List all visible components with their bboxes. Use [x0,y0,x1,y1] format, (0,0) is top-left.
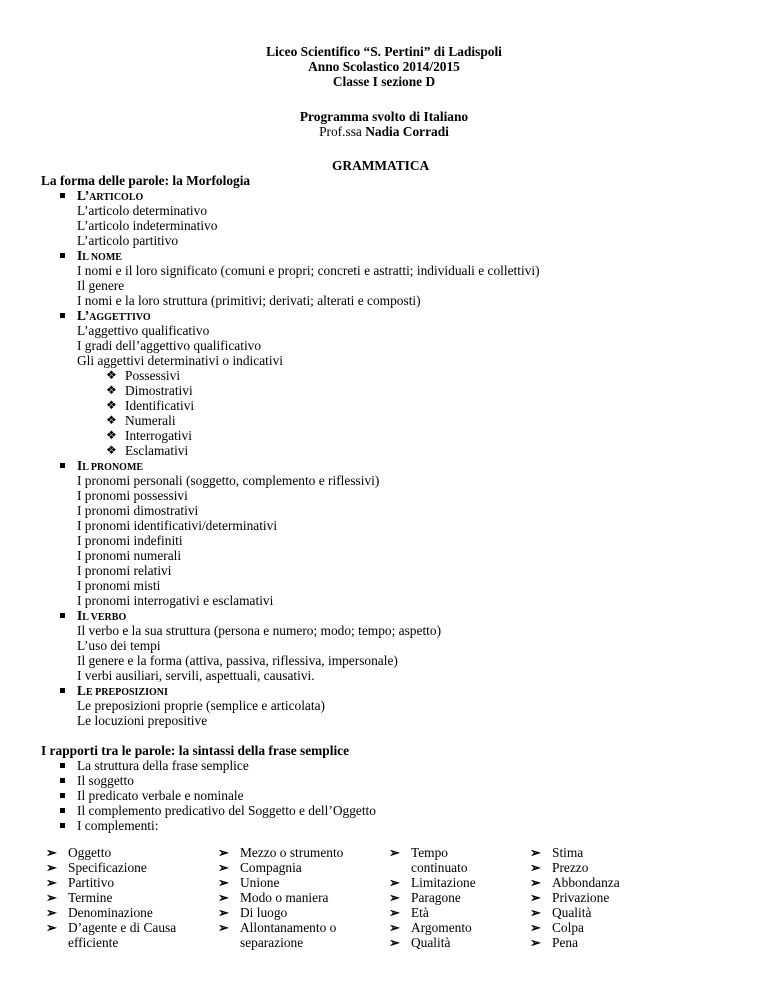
list-item: I pronomi personali (soggetto, complemento e riflessivi) [77,473,380,488]
bullet-square-icon [60,808,65,813]
bullet-square-icon [60,313,65,318]
sub-list-item: Possessivi [125,368,181,383]
arrow-bullet-icon: ➢ [530,860,541,875]
list-item: Gli aggettivi determinativi o indicativi [77,353,284,368]
list-item: Il genere e la forma (attiva, passiva, riflessiva, impersonale) [77,653,398,668]
list-item: Il predicato verbale e nominale [77,788,244,803]
arrow-bullet-icon: ➢ [46,920,57,935]
arrow-bullet-icon: ➢ [46,860,57,875]
sub-list-item: Interrogativi [125,428,192,443]
list-item: ➢ Argomento [389,920,472,935]
program-title: Programma svolto di Italiano [299,109,469,124]
list-item: I pronomi dimostrativi [77,503,199,518]
list-item: Il complemento predicativo del Soggetto e dell’Oggetto [77,803,376,818]
arrow-bullet-icon: ➢ [218,875,229,890]
bullet-square-icon [60,193,65,198]
school-year: Anno Scolastico 2014/2015 [308,59,460,74]
list-item: Il genere [77,278,125,293]
diamond-bullet-icon: ❖ [106,428,117,442]
list-item: ➢ Abbondanza [530,875,620,890]
list-item: ➢ Compagnia [218,860,302,875]
diamond-bullet-icon: ❖ [106,413,117,427]
list-item: L’articolo determinativo [77,203,208,218]
arrow-bullet-icon: ➢ [530,920,541,935]
arrow-bullet-icon: ➢ [218,920,229,935]
arrow-bullet-icon: ➢ [46,875,57,890]
diamond-bullet-icon: ❖ [106,398,117,412]
teacher-line [0,124,768,139]
pronome-title: IL PRONOME [77,458,144,473]
bullet-square-icon [60,463,65,468]
list-item: I pronomi relativi [77,563,172,578]
list-item: ➢ Unione [218,875,280,890]
list-item: L’articolo indeterminativo [77,218,218,233]
list-item: ➢ Qualità [530,905,592,920]
arrow-bullet-icon: ➢ [218,905,229,920]
list-item: I pronomi indefiniti [77,533,183,548]
arrow-bullet-icon: ➢ [218,890,229,905]
list-item: ➢ Oggetto [46,845,112,860]
morphology-heading: La forma delle parole: la Morfologia [41,173,251,188]
list-item: ➢ Partitivo [46,875,115,890]
diamond-bullet-icon: ❖ [106,383,117,397]
sub-list-item: Esclamativi [125,443,189,458]
list-item: I gradi dell’aggettivo qualificativo [77,338,262,353]
arrow-bullet-icon: ➢ [46,905,57,920]
complements-column-4 [530,845,680,950]
list-item: ➢ Tempo continuato [389,845,468,875]
sub-list-item: Numerali [125,413,176,428]
list-item: I complementi: [77,818,159,833]
arrow-bullet-icon: ➢ [530,890,541,905]
list-item: ➢ D’agente e di Causa efficiente [46,920,177,950]
syntax-heading: I rapporti tra le parole: la sintassi della frase semplice [41,743,350,758]
list-item: ➢ Prezzo [530,860,589,875]
arrow-bullet-icon: ➢ [389,845,400,860]
list-item: I pronomi misti [77,578,161,593]
bullet-square-icon [60,253,65,258]
list-item: Le locuzioni prepositive [77,713,208,728]
list-item: ➢ Mezzo o strumento [218,845,344,860]
nome-title: IL NOME [77,248,122,263]
list-item: ➢ Limitazione [389,875,476,890]
arrow-bullet-icon: ➢ [46,845,57,860]
list-item: La struttura della frase semplice [77,758,249,773]
school-title: Liceo Scientifico “S. Pertini” di Ladispoli [266,44,502,59]
preposizioni-title: LE PREPOSIZIONI [77,683,168,698]
list-item: Il verbo e la sua struttura (persona e numero; modo; tempo; aspetto) [77,623,442,638]
aggettivo-title: L’AGGETTIVO [77,308,151,323]
list-item: L’aggettivo qualificativo [77,323,210,338]
list-item: ➢ Privazione [530,890,610,905]
arrow-bullet-icon: ➢ [530,935,541,950]
diamond-bullet-icon: ❖ [106,368,117,382]
list-item: ➢ Termine [46,890,113,905]
list-item: ➢ Denominazione [46,905,153,920]
arrow-bullet-icon: ➢ [389,875,400,890]
list-item: ➢ Specificazione [46,860,147,875]
list-item: I pronomi possessivi [77,488,188,503]
arrow-bullet-icon: ➢ [530,845,541,860]
list-item: I verbi ausiliari, servili, aspettuali, causativi. [77,668,315,683]
list-item: I nomi e la loro struttura (primitivi; derivati; alterati e composti) [77,293,421,308]
arrow-bullet-icon: ➢ [389,935,400,950]
bullet-square-icon [60,793,65,798]
list-item: L’uso dei tempi [77,638,161,653]
diamond-bullet-icon: ❖ [106,443,117,457]
list-item: I nomi e il loro significato (comuni e propri; concreti e astratti; individuali e collettivi) [77,263,540,278]
sub-list-item: Dimostrativi [125,383,193,398]
bullet-square-icon [60,763,65,768]
list-item: ➢ Stima [530,845,584,860]
teacher-prefix: Prof.ssa [319,124,366,139]
list-item: ➢ Allontanamento o separazione [218,920,337,950]
arrow-bullet-icon: ➢ [389,920,400,935]
list-item: ➢ Età [389,905,429,920]
arrow-bullet-icon: ➢ [46,890,57,905]
bullet-square-icon [60,688,65,693]
complements-column-3 [389,845,489,950]
list-item: ➢ Colpa [530,920,584,935]
bullet-square-icon [60,823,65,828]
list-item: Le preposizioni proprie (semplice e articolata) [77,698,325,713]
arrow-bullet-icon: ➢ [218,845,229,860]
list-item: ➢ Paragone [389,890,461,905]
list-item: I pronomi numerali [77,548,182,563]
sub-list-item: Identificativi [125,398,195,413]
arrow-bullet-icon: ➢ [530,875,541,890]
complements-column-2 [218,845,368,950]
arrow-bullet-icon: ➢ [218,860,229,875]
class-label: Classe I sezione D [332,74,436,89]
list-item: Il soggetto [77,773,134,788]
articolo-title: L’ARTICOLO [77,188,144,203]
teacher-name: Nadia Corradi [365,124,449,139]
list-item: ➢ Pena [530,935,579,950]
section-title: GRAMMATICA [332,158,430,173]
bullet-square-icon [60,778,65,783]
arrow-bullet-icon: ➢ [530,905,541,920]
list-item: I pronomi identificativi/determinativi [77,518,278,533]
verbo-title: IL VERBO [77,608,127,623]
arrow-bullet-icon: ➢ [389,890,400,905]
list-item: ➢ Di luogo [218,905,288,920]
list-item: L’articolo partitivo [77,233,179,248]
bullet-square-icon [60,613,65,618]
arrow-bullet-icon: ➢ [389,905,400,920]
complements-column-1 [46,845,196,950]
list-item: I pronomi interrogativi e esclamativi [77,593,274,608]
list-item: ➢ Modo o maniera [218,890,329,905]
list-item: ➢ Qualità [389,935,451,950]
